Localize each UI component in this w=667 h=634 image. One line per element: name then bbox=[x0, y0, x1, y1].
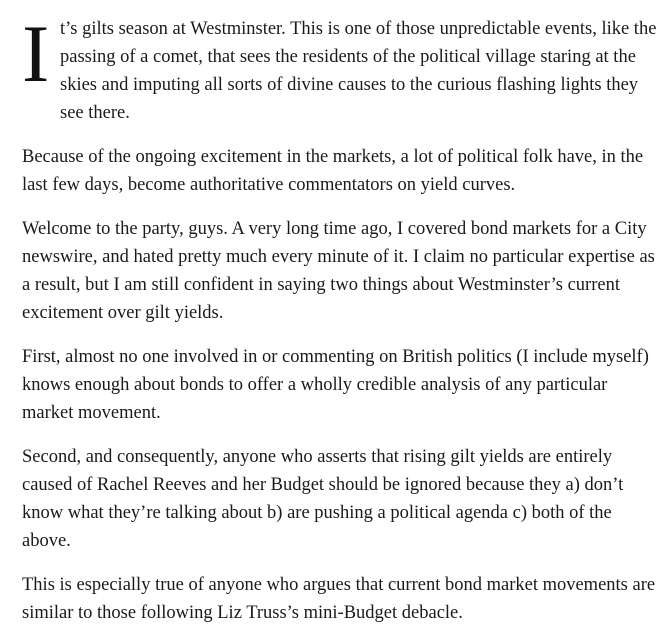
paragraph-2: Because of the ongoing excitement in the markets, a lot of political folk have, in the last few days, become authoritative commentators on yield curves. bbox=[22, 147, 644, 195]
paragraph-5: Second, and consequently, anyone who asserts that rising gilt yields are entirely caused of Rachel Reeves and her Budget should be ignored because they a) don’t know what they’re talking about b) are pushing a political agenda c) both of the above. bbox=[22, 447, 624, 551]
paragraph-1-text: t’s gilts season at Westminster. This is one of those unpredictable events, like the passing of a comet, that sees the residents of the political village staring at the skies and imputing all sorts of divine causes to the curious flashing lights they see there. bbox=[60, 19, 657, 123]
paragraph-4: First, almost no one involved in or commenting on British politics (I include myself) knows enough about bonds to offer a wholly credible analysis of any particular market movement. bbox=[22, 347, 649, 423]
paragraph-3: Welcome to the party, guys. A very long time ago, I covered bond markets for a City newswire, and hated pretty much every minute of it. I claim no particular expertise as a result, but I am still confident in saying two things about Westminster’s current excitement over gilt yields. bbox=[22, 219, 655, 323]
paragraph-1 bbox=[22, 8, 659, 127]
paragraph-6: This is especially true of anyone who argues that current bond market movements are similar to those following Liz Truss’s mini-Budget debacle. bbox=[22, 575, 656, 623]
drop-cap: I bbox=[22, 8, 50, 99]
